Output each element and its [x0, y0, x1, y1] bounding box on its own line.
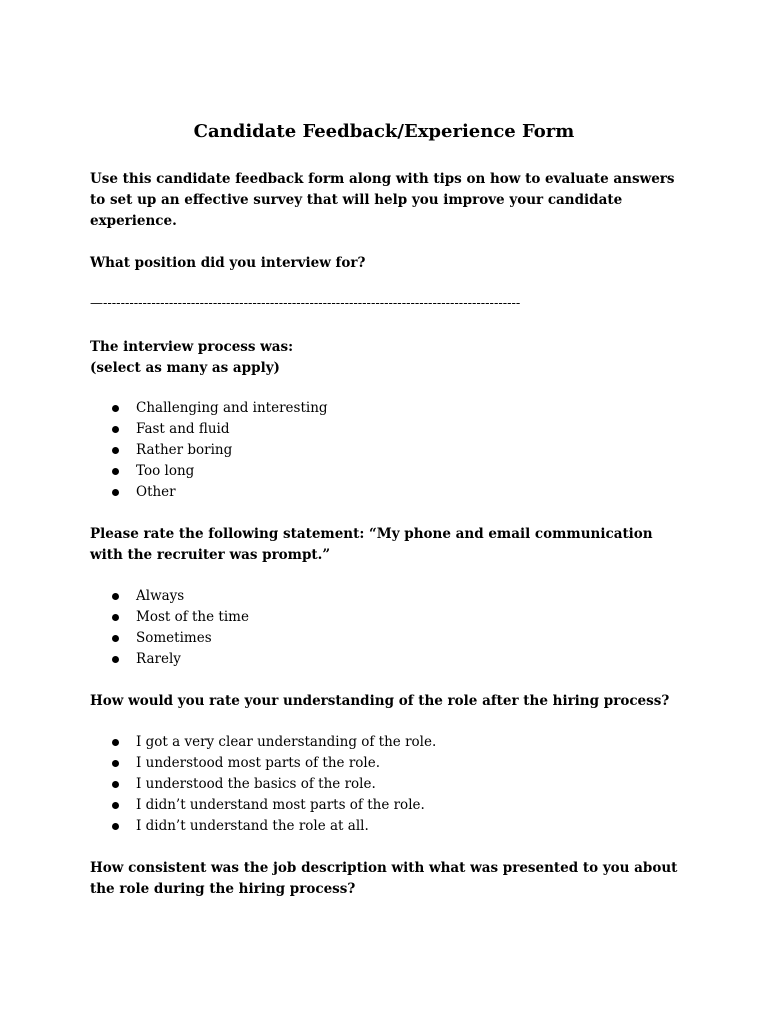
- option-label: Sometimes: [136, 630, 212, 646]
- option-label: Other: [136, 484, 176, 500]
- list-item: [110, 753, 436, 774]
- answer-line: —-----------------------------------------------------------------------------------------------: [90, 296, 521, 311]
- list-item: [110, 398, 328, 419]
- bullet-icon: [112, 656, 119, 663]
- bullet-icon: [112, 489, 119, 496]
- list-item: [110, 482, 328, 503]
- option-label: I understood most parts of the role.: [136, 755, 380, 771]
- list-item: [110, 440, 328, 461]
- list-item: [110, 461, 328, 482]
- option-label: I didn’t understand the role at all.: [136, 818, 369, 834]
- question-interview-process-line2: (select as many as apply): [90, 360, 280, 376]
- question-communication: Please rate the following statement: “My phone and email communication with the recruiter was prompt.”: [90, 526, 653, 563]
- question-role-understanding: How would you rate your understanding of the role after the hiring process?: [90, 693, 670, 709]
- communication-options: [110, 586, 249, 670]
- bullet-icon: [112, 802, 119, 809]
- intro-paragraph: Use this candidate feedback form along with tips on how to evaluate answers to set up an effective survey that will help you improve your candidate experience.: [90, 171, 675, 229]
- list-item: [110, 607, 249, 628]
- list-item: [110, 628, 249, 649]
- list-item: [110, 795, 436, 816]
- form-title: Candidate Feedback/Experience Form: [193, 121, 575, 142]
- bullet-icon: [112, 426, 119, 433]
- bullet-icon: [112, 593, 119, 600]
- list-item: [110, 774, 436, 795]
- list-item: [110, 649, 249, 670]
- list-item: [110, 732, 436, 753]
- bullet-icon: [112, 781, 119, 788]
- bullet-icon: [112, 739, 119, 746]
- role-understanding-options: [110, 732, 436, 837]
- option-label: Fast and fluid: [136, 421, 230, 437]
- bullet-icon: [112, 823, 119, 830]
- list-item: [110, 419, 328, 440]
- list-item: [110, 816, 436, 837]
- option-label: Too long: [136, 463, 195, 479]
- option-label: I got a very clear understanding of the role.: [136, 734, 437, 750]
- question-position: What position did you interview for?: [90, 255, 366, 271]
- option-label: Challenging and interesting: [136, 400, 328, 416]
- question-interview-process: [90, 337, 690, 379]
- question-job-description: How consistent was the job description with what was presented to you about the role during the hiring process?: [90, 860, 678, 897]
- question-interview-process-line1: The interview process was:: [90, 339, 294, 355]
- option-label: Rarely: [136, 651, 181, 667]
- interview-process-options: [110, 398, 328, 503]
- bullet-icon: [112, 468, 119, 475]
- bullet-icon: [112, 447, 119, 454]
- bullet-icon: [112, 614, 119, 621]
- option-label: Always: [136, 588, 185, 604]
- option-label: Most of the time: [136, 609, 249, 625]
- list-item: [110, 586, 249, 607]
- option-label: I didn’t understand most parts of the role.: [136, 797, 425, 813]
- bullet-icon: [112, 635, 119, 642]
- bullet-icon: [112, 405, 119, 412]
- option-label: Rather boring: [136, 442, 233, 458]
- bullet-icon: [112, 760, 119, 767]
- option-label: I understood the basics of the role.: [136, 776, 376, 792]
